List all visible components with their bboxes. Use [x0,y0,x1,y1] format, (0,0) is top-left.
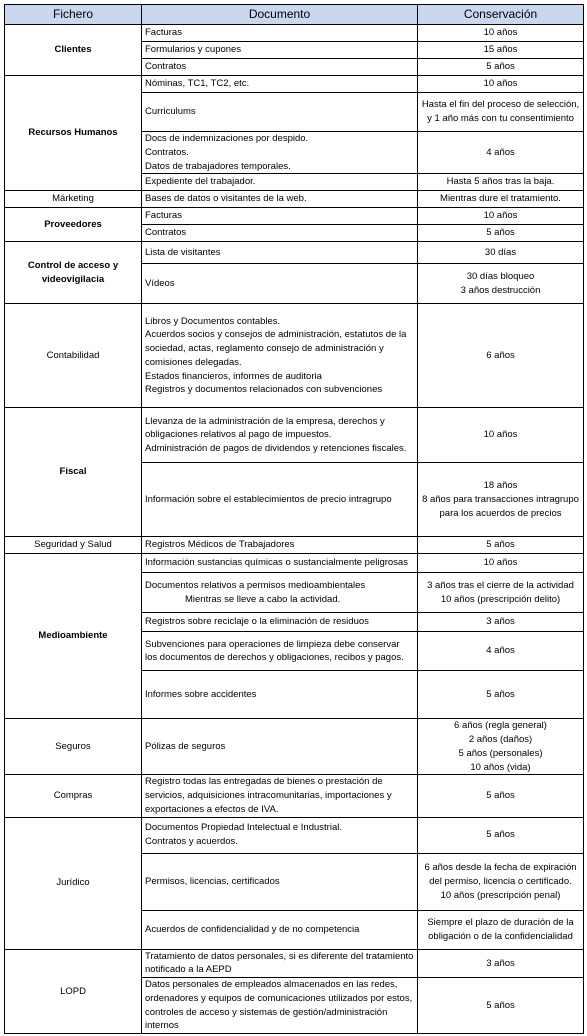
conservacion-cell [418,910,584,949]
conservacion-line: 4 años [486,645,515,657]
conservacion-cell [418,671,584,719]
conservacion-line: 6 años (regla general) [454,720,547,732]
conservacion-cell [418,93,584,132]
header-fichero: Fichero [5,5,142,25]
fichero-cell: Recursos Humanos [5,76,142,191]
fichero-cell: Control de acceso y videovigilacia [5,242,142,304]
conservacion-cell [418,613,584,632]
conservacion-cell [418,59,584,76]
documento-cell [142,242,418,264]
documento-cell [142,910,418,949]
documento-cell [142,132,418,174]
documento-cell [142,93,418,132]
documento-cell [142,775,418,817]
documento-cell [142,25,418,42]
documento-cell [142,264,418,304]
conservacion-line: 5 años [486,539,515,551]
conservacion-cell [418,775,584,817]
table-row [5,208,584,225]
documento-cell [142,671,418,719]
documento-cell [142,191,418,208]
conservacion-line: 10 años [483,429,518,441]
documento-cell [142,817,418,853]
documento-line: Registros sobre reciclaje o la eliminación de residuos [145,616,369,628]
conservacion-cell [418,225,584,242]
conservacion-cell [418,191,584,208]
header-documento: Documento [142,5,418,25]
documento-cell [142,719,418,775]
table-row [5,775,584,817]
conservacion-line: 5 años [486,999,515,1011]
conservacion-line: 4 años [486,146,515,158]
conservacion-line: Hasta 5 años tras la baja. [446,176,555,188]
documento-cell [142,304,418,408]
table-row [5,554,584,573]
documento-cell [142,613,418,632]
conservacion-line: 8 años para transacciones intragrupo para los acuerdos de precios [422,493,579,519]
header-row [5,5,584,25]
conservacion-line: 10 años [483,27,518,39]
table-row [5,949,584,978]
fichero-cell: Fiscal [5,408,142,537]
conservacion-cell [418,537,584,554]
conservacion-line: 30 días bloqueo [466,271,535,283]
table-row [5,537,584,554]
documento-line: Contratos y acuerdos. [145,836,238,848]
conservacion-cell [418,304,584,408]
documento-line: Lista de visitantes [145,246,221,258]
fichero-cell: Proveedores [5,208,142,242]
documento-line: Contratos. [145,146,189,158]
conservacion-line: 5 años [486,829,515,841]
documento-cell [142,59,418,76]
documento-line: Registro todas las entregadas de bienes o prestación de servicios, adquisiciones intracomunitarias, importaciones y exportaciones a efectos de IVA. [145,776,392,815]
documento-line: Docs de indemnizaciones por despido. [145,133,309,144]
conservacion-cell [418,242,584,264]
retention-table [4,4,584,1034]
documento-line: Datos de trabajadores temporales. [145,160,291,172]
conservacion-cell [418,817,584,853]
conservacion-line: 10 años [483,557,518,569]
header-conservacion: Conservación [418,5,584,25]
conservacion-cell [418,264,584,304]
fichero-cell: Seguros [5,719,142,775]
documento-cell [142,174,418,191]
documento-line: Permisos, licencias, certificados [145,875,280,887]
conservacion-line: 30 días [484,246,517,258]
table-row [5,242,584,264]
conservacion-cell [418,719,584,775]
fichero-cell: Seguridad y Salud [5,537,142,554]
documento-line: Facturas [145,27,182,39]
documento-line: Pólizas de seguros [145,740,226,752]
fichero-cell: Clientes [5,25,142,76]
documento-cell [142,632,418,671]
documento-line: Informes sobre accidentes [145,688,257,700]
conservacion-cell [418,42,584,59]
fichero-cell: Medioambiente [5,554,142,719]
conservacion-line: 6 años [486,349,515,361]
documento-cell [142,208,418,225]
conservacion-line: 5 años [486,688,515,700]
documento-line: Estados financieros, informes de auditoria [145,370,322,382]
documento-line: Tratamiento de datos personales, si es diferente del tratamiento notificado a la AEPD [145,950,414,976]
conservacion-line: 10 años [483,210,518,222]
conservacion-line: 2 años (daños) [468,734,533,746]
documento-line: Nóminas, TC1, TC2, etc. [145,78,250,90]
documento-line: Información sobre el establecimientos de precio intragrupo [145,493,392,505]
conservacion-cell [418,573,584,613]
documento-cell [142,554,418,573]
conservacion-line: 3 años [486,957,515,969]
fichero-cell: Jurídico [5,817,142,949]
conservacion-cell [418,978,584,1034]
conservacion-cell [418,949,584,978]
documento-cell [142,853,418,910]
documento-cell [142,537,418,554]
table-row [5,25,584,42]
documento-line: Formularios y cupones [145,44,242,56]
conservacion-cell [418,208,584,225]
documento-line: Curriculums [145,106,196,118]
documento-line: Contratos [145,227,187,239]
documento-line: Acuerdos socios y consejos de administración, estatutos de la sociedad, actas, reglamento consejo de administración y comisiones delegadas. [145,329,407,368]
conservacion-cell [418,632,584,671]
documento-line: Expediente del trabajador. [145,176,256,188]
conservacion-line: Hasta el fin del proceso de selección, y 1 año más con tu consentimiento [421,99,580,124]
documento-line: Mientras se lleve a cabo la actividad. [185,593,341,605]
table-body [5,25,584,1034]
conservacion-line: 15 años [483,44,518,56]
conservacion-line: 18 años [483,480,518,492]
documento-line: Contratos [145,61,187,73]
conservacion-line: 10 años (prescripción penal) [440,889,561,901]
documento-line: Subvenciones para operaciones de limpieza debe conservar los documentos de derechos y obligaciones, recibos y pagos. [145,638,404,664]
documento-cell [142,408,418,463]
conservacion-cell [418,25,584,42]
conservacion-cell [418,76,584,93]
documento-line: Administración de pagos de dividendos y retenciones fiscales. [145,443,407,455]
conservacion-line: Siempre el plazo de duración de la obligación o de la confidencialidad [427,916,574,942]
documento-line: Acuerdos de confidencialidad y de no competencia [145,923,360,935]
conservacion-cell [418,554,584,573]
table-row [5,304,584,408]
conservacion-line: 5 años [486,227,515,239]
documento-line: Facturas [145,210,182,222]
conservacion-cell [418,132,584,174]
table-row [5,408,584,463]
documento-line: Bases de datos o visitantes de la web. [145,193,307,205]
documento-line: Datos personales de empleados almacenados en las redes, ordenadores y equipos de comunicaciones utilizados por estos, controles de acceso y sistemas de gestión/administración internos [145,979,413,1032]
conservacion-cell [418,853,584,910]
conservacion-cell [418,463,584,537]
fichero-cell: Contabilidad [5,304,142,408]
fichero-cell: Compras [5,775,142,817]
documento-cell [142,463,418,537]
documento-cell [142,573,418,613]
documento-cell [142,949,418,978]
documento-line: Información sustancias químicas o sustancialmente peligrosas [145,557,408,569]
conservacion-line: 10 años (vida) [470,761,531,773]
conservacion-line: 5 años [486,790,515,802]
conservacion-line: 10 años [483,78,518,90]
conservacion-line: 6 años desde la fecha de expiración del permiso, licencia o certificado. [424,862,577,887]
conservacion-line: 5 años [486,61,515,73]
documento-cell [142,42,418,59]
documento-line: Registros Médicos de Trabajadores [145,539,295,551]
documento-line: Documentos Propiedad Intelectual e Industrial. [145,822,342,834]
documento-cell [142,76,418,93]
table-row [5,817,584,853]
documento-cell [142,978,418,1034]
documento-line: Documentos relativos a permisos medioambientales [145,580,366,592]
conservacion-line: 10 años (prescripción delito) [440,593,561,605]
conservacion-line: 5 años (personales) [458,747,543,759]
conservacion-cell [418,174,584,191]
table-row [5,719,584,775]
conservacion-line: 3 años tras el cierre de la actividad [427,580,574,592]
conservacion-line: 3 años [486,616,515,628]
documento-line: Vídeos [145,277,175,289]
documento-cell [142,225,418,242]
conservacion-line: 3 años destrucción [460,284,541,296]
documento-line: Registros y documentos relacionados con subvenciones [145,384,383,396]
fichero-cell: LOPD [5,949,142,1034]
documento-line: Libros y Documentos contables. [145,315,281,327]
conservacion-cell [418,408,584,463]
table-row [5,191,584,208]
documento-line: Llevanza de la administración de la empresa, derechos y obligaciones relativos al pago de impuestos. [145,415,385,441]
conservacion-line: Mientras dure el tratamiento. [440,193,561,205]
fichero-cell: Márketing [5,191,142,208]
table-row [5,76,584,93]
